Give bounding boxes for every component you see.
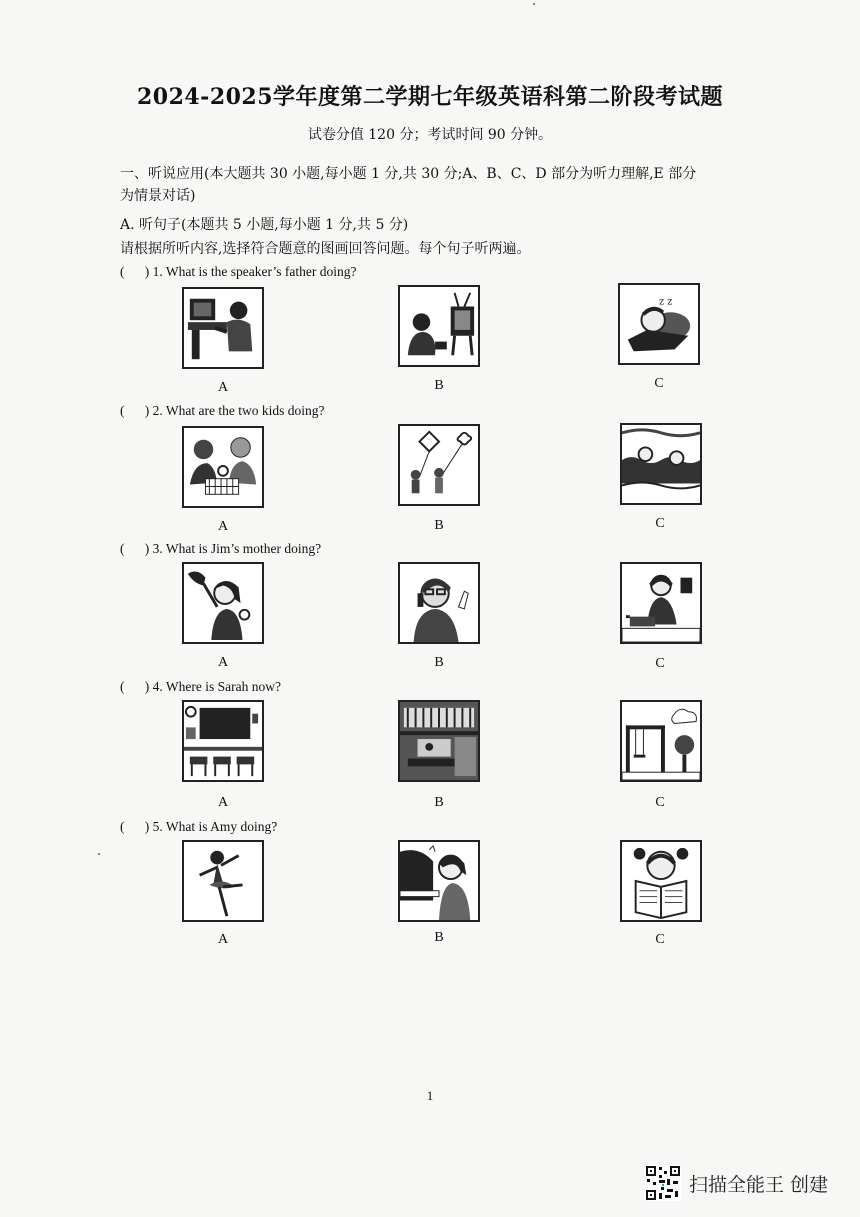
- option-label: A: [217, 932, 229, 947]
- phone-talking-icon[interactable]: [398, 562, 480, 644]
- exam-title: 2024-2025学年度第二学期七年级英语科第二阶段考试题: [136, 84, 724, 110]
- watermark-text: 扫描全能王 创建: [689, 1173, 829, 1196]
- swimming-icon[interactable]: [620, 423, 702, 505]
- park-icon[interactable]: [620, 700, 702, 782]
- library-icon[interactable]: [398, 700, 480, 782]
- scan-speck: [98, 853, 100, 855]
- question-5: [120, 819, 277, 835]
- option-label: B: [434, 655, 444, 670]
- option-label: B: [434, 930, 444, 945]
- chess-playing-icon[interactable]: [182, 426, 264, 508]
- question-text: What is Jim’s mother doing?: [165, 541, 322, 556]
- dancing-icon[interactable]: [182, 840, 264, 922]
- page-number: 1: [426, 1088, 434, 1103]
- option-label: C: [654, 376, 664, 391]
- question-4: [120, 679, 281, 695]
- section-heading-line2: 为情景对话): [120, 188, 196, 204]
- part-a-title: A. 听句子(本题共 5 小题,每小题 1 分,共 5 分): [120, 217, 409, 233]
- answer-blank[interactable]: ( ) 3.: [120, 541, 166, 556]
- cleaning-icon[interactable]: [182, 562, 264, 644]
- computer-man-icon[interactable]: [182, 287, 264, 369]
- question-text: What are the two kids doing?: [165, 403, 325, 418]
- kite-flying-icon[interactable]: [398, 424, 480, 506]
- option-label: B: [434, 518, 444, 533]
- answer-blank[interactable]: ( ) 1.: [120, 264, 166, 279]
- scan-speck: [533, 3, 535, 5]
- option-label: A: [217, 519, 229, 534]
- option-label: C: [655, 516, 665, 531]
- answer-blank[interactable]: ( ) 2.: [120, 403, 166, 418]
- scanner-watermark: [645, 1163, 845, 1203]
- option-label: C: [655, 656, 665, 671]
- exam-subtitle: 试卷分值 120 分；考试时间 90 分钟。: [307, 127, 553, 143]
- option-label: C: [655, 932, 665, 947]
- tv-watching-icon[interactable]: [398, 285, 480, 367]
- question-text: What is Amy doing?: [165, 819, 278, 834]
- svg-text:z z: z z: [659, 296, 673, 308]
- option-label: A: [217, 380, 229, 395]
- reading-icon[interactable]: [620, 840, 702, 922]
- question-3: [120, 541, 321, 557]
- option-label: A: [217, 795, 229, 810]
- question-text: Where is Sarah now?: [165, 679, 281, 694]
- option-label: A: [217, 655, 229, 670]
- section-heading-line1: 一、听说应用(本大题共 30 小题,每小题 1 分,共 30 分;A、B、C、D 部分为听力理解,E 部分: [120, 166, 697, 182]
- classroom-icon[interactable]: [182, 700, 264, 782]
- answer-blank[interactable]: ( ) 5.: [120, 819, 166, 834]
- cooking-icon[interactable]: [620, 562, 702, 644]
- question-2: [120, 403, 324, 419]
- option-label: B: [434, 378, 444, 393]
- answer-blank[interactable]: ( ) 4.: [120, 679, 166, 694]
- piano-playing-icon[interactable]: [398, 840, 480, 922]
- part-a-instruction: 请根据所听内容,选择符合题意的图画回答问题。每个句子听两遍。: [120, 241, 531, 257]
- option-label: B: [434, 795, 444, 810]
- question-1: [120, 264, 356, 280]
- question-text: What is the speaker’s father doing?: [165, 264, 357, 279]
- section-heading: [120, 163, 720, 207]
- option-label: C: [655, 795, 665, 810]
- sleeping-icon[interactable]: [618, 283, 700, 365]
- qr-code-icon: [645, 1165, 681, 1201]
